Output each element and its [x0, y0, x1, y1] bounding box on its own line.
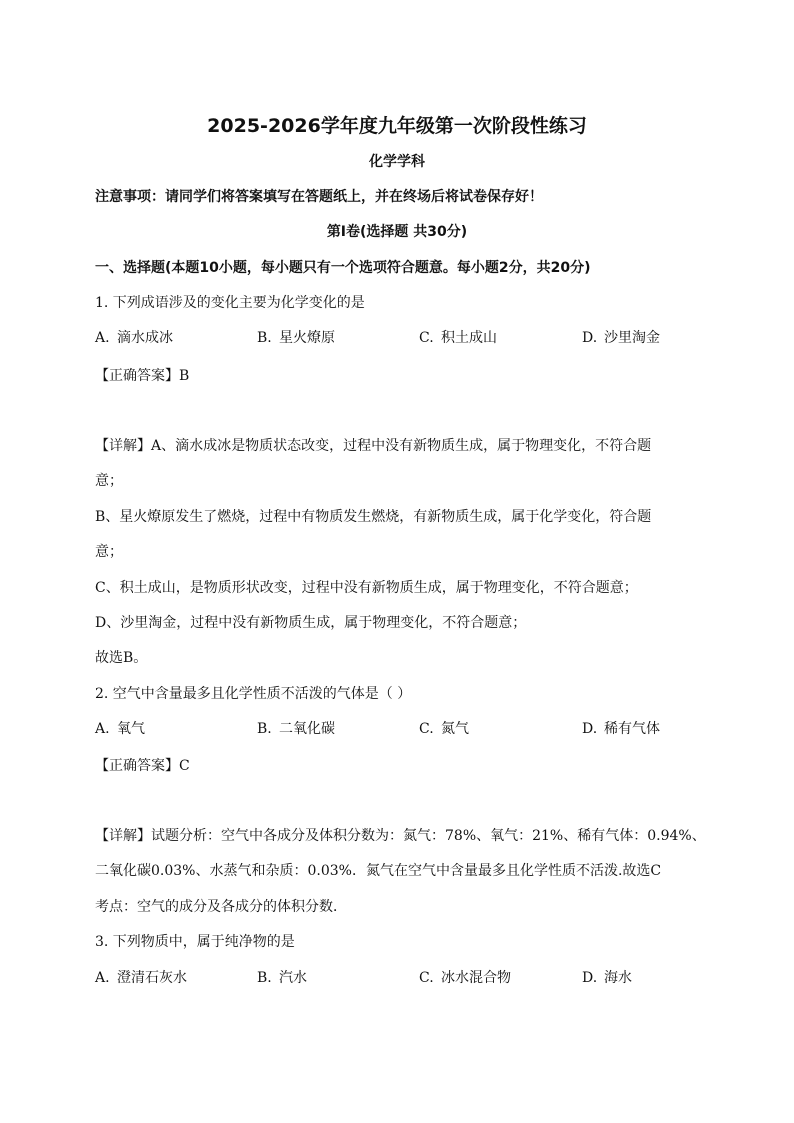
option-a: A. 氧气 — [95, 721, 145, 737]
option-a: A. 澄清石灰水 — [95, 970, 187, 986]
subject-label: 化学学科 — [369, 154, 425, 170]
question-2-options — [95, 719, 745, 739]
option-b: B. 星火燎原 — [257, 330, 335, 346]
question-2-stem: 2. 空气中含量最多且化学性质不活泼的气体是（ ） — [95, 686, 412, 702]
option-b: B. 二氧化碳 — [257, 721, 335, 737]
option-d: D. 海水 — [582, 970, 632, 986]
option-c: C. 冰水混合物 — [419, 970, 511, 986]
question-3-options — [95, 968, 745, 988]
explanation-line: B、星火燎原发生了燃烧，过程中有物质发生燃烧，有新物质生成，属于化学变化，符合题 — [95, 509, 652, 525]
explanation-line: 二氧化碳0.03%、水蒸气和杂质：0.03%．氮气在空气中含量最多且化学性质不活泼.故选C — [95, 863, 662, 879]
volume-heading: 第Ⅰ卷(选择题 共30分) — [326, 224, 468, 240]
option-c: C. 氮气 — [419, 721, 469, 737]
explanation-line: C、积土成山，是物质形状改变，过程中没有新物质生成，属于物理变化，不符合题意； — [95, 580, 638, 596]
question-3-stem: 3. 下列物质中，属于纯净物的是 — [95, 934, 295, 950]
question-1-options — [95, 328, 745, 348]
explanation-line: 意； — [95, 473, 123, 489]
explanation-line: 考点：空气的成分及各成分的体积分数． — [95, 899, 347, 915]
page-title: 2025-2026学年度九年级第一次阶段性练习 — [207, 115, 587, 137]
option-b: B. 汽水 — [257, 970, 307, 986]
option-d: D. 沙里淘金 — [582, 330, 660, 346]
option-c: C. 积土成山 — [419, 330, 497, 346]
explanation-line: 意； — [95, 544, 123, 560]
section-heading: 一、选择题(本题10小题，每小题只有一个选项符合题意。每小题2分，共20分) — [95, 260, 591, 276]
option-a: A. 滴水成冰 — [95, 330, 173, 346]
option-d: D. 稀有气体 — [582, 721, 660, 737]
notice-text: 注意事项：请同学们将答案填写在答题纸上，并在终场后将试卷保存好！ — [95, 189, 543, 205]
explanation-line: 【详解】试题分析：空气中各成分及体积分数为：氮气：78%、氧气：21%、稀有气体：0.94%、 — [95, 828, 706, 844]
explanation-line: D、沙里淘金，过程中没有新物质生成，属于物理变化，不符合题意； — [95, 615, 527, 631]
question-1-stem: 1. 下列成语涉及的变化主要为化学变化的是 — [95, 295, 365, 311]
explanation-line: 【详解】A、滴水成冰是物质状态改变，过程中没有新物质生成，属于物理变化，不符合题 — [95, 438, 652, 454]
question-1-answer: 【正确答案】B — [95, 368, 190, 384]
question-2-answer: 【正确答案】C — [95, 758, 190, 774]
explanation-line: 故选B。 — [95, 650, 148, 666]
